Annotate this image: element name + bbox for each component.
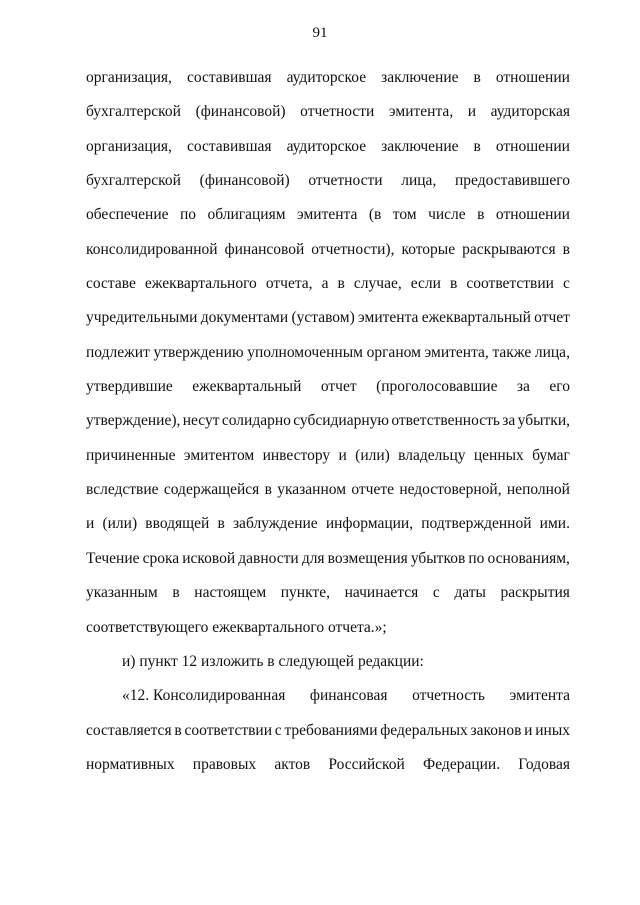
word: нормативных (86, 755, 175, 773)
word: и (338, 446, 347, 464)
word: случае, (353, 275, 402, 293)
word: отношении (495, 137, 570, 155)
word: для (301, 549, 325, 567)
word: эмитента (296, 206, 358, 224)
word: субсидиарную (293, 412, 389, 430)
word: причиненные (86, 446, 176, 464)
word: инвестору (262, 446, 331, 464)
word: отношении (495, 69, 570, 86)
word: организация, (86, 137, 172, 155)
word: (финансовой) (199, 172, 290, 190)
word: в (562, 240, 570, 258)
word: аудиторское (286, 69, 367, 86)
word: составляется (86, 721, 172, 739)
word: подтвержденной (421, 515, 532, 533)
word: составившая (186, 69, 272, 86)
word: ценных (473, 446, 524, 464)
word: заблуждение (232, 515, 318, 533)
word: по (179, 206, 197, 224)
word: недостоверной, (399, 481, 502, 499)
word: которые (401, 240, 456, 258)
word: предоставившего (455, 172, 570, 190)
word: финансовая (309, 687, 388, 705)
word: возмещения (327, 549, 408, 567)
word: бухгалтерской (86, 172, 181, 190)
word: организация, (86, 69, 172, 86)
text-line (86, 308, 570, 342)
text-line (86, 377, 570, 411)
word: документами (200, 309, 289, 327)
word: указанным (86, 584, 158, 602)
word: владельцу (398, 446, 466, 464)
word: отчетности (308, 172, 383, 190)
text-line (86, 583, 570, 617)
word: эмитентом (183, 446, 255, 464)
word: эмитента, (388, 103, 454, 121)
text-line (86, 274, 570, 308)
word: ежеквартальный (421, 309, 531, 327)
word: утверждению (153, 343, 244, 361)
word: федеральных (380, 721, 468, 739)
word: с (432, 584, 440, 602)
word: и (86, 515, 95, 533)
word: в (450, 275, 458, 293)
word: отчетности (300, 103, 375, 121)
word: лица, (401, 172, 437, 190)
word: утвердившие (86, 378, 173, 396)
text-line (86, 411, 570, 445)
document-body (86, 68, 570, 789)
text-line (86, 618, 570, 652)
word: эмитента, (424, 343, 489, 361)
word: отчетность (412, 687, 485, 705)
word: «12. Консолидированная (122, 687, 286, 705)
word: Течение (86, 549, 140, 567)
text-line (86, 686, 570, 720)
word: эмитента (509, 687, 570, 705)
word: составе (86, 275, 136, 293)
word: лица, (534, 343, 570, 361)
text-line (86, 137, 570, 171)
word: составившая (186, 137, 272, 155)
word: в (473, 69, 481, 86)
text-line (86, 102, 570, 136)
word: отчет (320, 378, 357, 396)
word: в (172, 584, 180, 602)
word: обеспечение (86, 206, 169, 224)
text-line (86, 205, 570, 239)
word: с (274, 721, 282, 739)
word: раскрытия (500, 584, 570, 602)
word: правовых (192, 755, 257, 773)
word: соответствующего ежеквартального отчета.»; (86, 618, 387, 636)
text-line (86, 721, 570, 755)
word: также (492, 343, 532, 361)
word: вследствие (86, 481, 159, 499)
text-line (86, 171, 570, 205)
word: соответствии (466, 275, 554, 293)
page-number: 91 (312, 25, 328, 41)
word: вводящей (145, 515, 210, 533)
word: в (174, 721, 182, 739)
word: настоящем (194, 584, 267, 602)
word: по (468, 549, 485, 567)
word: учредительными (86, 309, 198, 327)
word: эмитента (358, 309, 419, 327)
word: облигациям (207, 206, 286, 224)
word: ежеквартальный (192, 378, 302, 396)
word: бухгалтерской (86, 103, 181, 121)
word: актов (274, 755, 311, 773)
word: законов (470, 721, 522, 739)
word: иных (535, 721, 570, 739)
word: убытки, (517, 412, 570, 430)
text-line (86, 652, 570, 686)
word: если (410, 275, 441, 293)
word: отчете (351, 481, 394, 499)
word: раскрываются (462, 240, 556, 258)
word: за (516, 378, 530, 396)
word: даты (454, 584, 486, 602)
word: пункте, (280, 584, 330, 602)
word: информации, (325, 515, 414, 533)
word: консолидированной (86, 240, 218, 258)
word: в (264, 481, 272, 499)
word: его (549, 378, 570, 396)
word: (уставом) (291, 309, 355, 327)
word: ответственность (391, 412, 500, 430)
word: указанном (277, 481, 347, 499)
word: числе (428, 206, 466, 224)
word: и) пункт 12 изложить в следующей редакции: (122, 652, 424, 670)
word: а (321, 275, 329, 293)
word: с (563, 275, 570, 293)
word: исковой (182, 549, 236, 567)
word: Федерации. (423, 755, 501, 773)
word: убытков (410, 549, 466, 567)
word: требованиями (284, 721, 378, 739)
text-line (86, 480, 570, 514)
word: в (337, 275, 345, 293)
word: утверждение), (86, 412, 181, 430)
word: (или) (102, 515, 138, 533)
word: в (473, 137, 481, 155)
word: (финансовой) (195, 103, 286, 121)
text-line (86, 755, 570, 789)
word: соответствии (184, 721, 273, 739)
word: и (524, 721, 533, 739)
word: содержащейся (163, 481, 260, 499)
word: отчетности), (311, 240, 395, 258)
word: (проголосовавшие (376, 378, 498, 396)
text-line (86, 514, 570, 548)
word: срока (142, 549, 180, 567)
word: ими. (539, 515, 570, 533)
word: бумаг (532, 446, 570, 464)
text-line (86, 549, 570, 583)
word: в (217, 515, 225, 533)
word: органом (366, 343, 421, 361)
word: подлежит (86, 343, 150, 361)
word: неполной (506, 481, 570, 499)
word: несут (182, 412, 220, 430)
word: аудиторское (286, 137, 367, 155)
word: финансовой (224, 240, 305, 258)
word: отчет (534, 309, 570, 327)
word: (или) (355, 446, 390, 464)
word: аудиторская (490, 103, 570, 121)
word: ежеквартального (144, 275, 257, 293)
word: Российской (328, 755, 405, 773)
text-line (86, 446, 570, 480)
text-line (86, 343, 570, 377)
text-line (86, 240, 570, 274)
word: заключение (381, 69, 459, 86)
word: уполномоченным (247, 343, 363, 361)
word: и (467, 103, 477, 121)
word: солидарно (221, 412, 291, 430)
text-line (86, 68, 570, 102)
word: том (392, 206, 417, 224)
word: отношении (495, 206, 570, 224)
word: Годовая (518, 755, 570, 773)
word: (в (368, 206, 382, 224)
word: заключение (381, 137, 459, 155)
word: в (477, 206, 485, 224)
word: начинается (344, 584, 419, 602)
word: давности (238, 549, 299, 567)
word: основаниям, (487, 549, 570, 567)
word: отчета, (265, 275, 313, 293)
word: за (502, 412, 516, 430)
